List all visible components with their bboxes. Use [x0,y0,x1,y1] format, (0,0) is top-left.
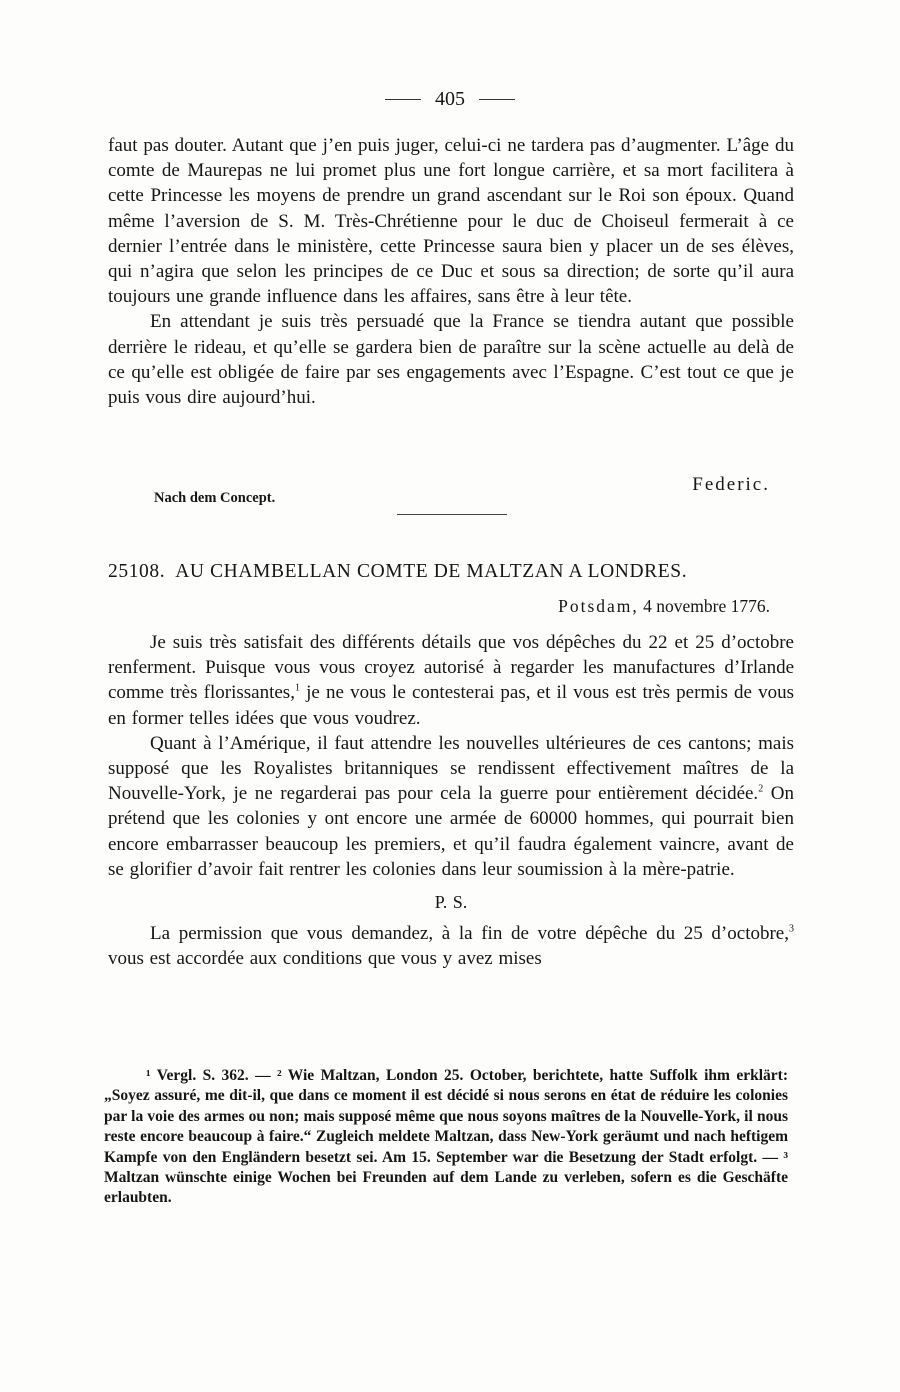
continuation-text [108,133,794,410]
paragraph: En attendant je suis très persuadé que la France se tiendra autant que possible derrière le rideau, et qu’elle se gardera bien de paraître sur la scène actuelle au delà de ce qu’elle est obligée de faire par ses engagements avec l’Espagne. C’est tout ce que je puis vous dire aujourd’hui. [108,311,794,409]
footnote-marker: 2 [758,783,764,795]
header-dash-left [385,99,421,100]
paragraph-text: je ne vous le contesterai pas, et il vous est très permis de vous en former telles idées que vous voudrez. [108,682,794,729]
source-note: Nach dem Concept. [154,490,276,506]
paragraph [108,630,794,731]
letter-heading [108,561,798,583]
postscript-label: P. S. [434,892,468,913]
paragraph-text: On prétend que les colonies y ont encore une armée de 60000 hommes, qui pourrait bien encore embarrasser beaucoup les premiers, et qu’il faudra également vaincre, avant de se glorifier d’avoir fait rentrer les colonies dans leur soumission à la mère-patrie. [108,783,794,880]
paragraph [108,731,794,882]
postscript-paragraph [108,921,794,971]
closing [108,470,794,510]
dateline [558,596,770,617]
dateline-date: 4 novembre 1776. [643,596,770,616]
paragraph-text: vous est accordée aux conditions que vous y avez mises [108,948,542,970]
paragraph-text: Je suis très satisfait des différents détails que vos dépêches du 22 et 25 d’octobre renferment. Puisque vous vous croyez autorisé à regarder les manufactures d’Irlande comme très florissantes, [108,632,794,704]
header-dash-right [479,99,515,100]
paragraph-text: La permission que vous demandez, à la fin de votre dépêche du 25 d’octobre, [150,923,789,945]
letter-body [108,630,794,972]
footnote-text: ¹ Vergl. S. 362. — ² Wie Maltzan, London 25. October, berichtete, hatte Suffolk ihm erklärt: „Soyez assuré, me dit-il, que dans ce moment il est décidé si nous serons en état de réduire les colonies par la voie des armes ou non; mais supposé même que nous soyons maîtres de la Nouvelle-York, il nous reste encore beaucoup à faire.“ Zugleich meldete Maltzan, dass New-York geräumt und nach heftigem Kampfe von den Engländern besetzt sei. Am 15. September war die Besetzung der Stadt erfolgt. — ³ Maltzan wünschte einige Wochen bei Freunden auf dem Lande zu verleben, sofern es die Geschäfte erlaubten. [104,1067,788,1207]
signature: Federic. [692,474,770,495]
dateline-place: Potsdam, [558,596,639,616]
page-header [0,88,900,111]
letter-title: AU CHAMBELLAN COMTE DE MALTZAN A LONDRES. [175,561,688,582]
paragraph: faut pas douter. Autant que j’en puis juger, celui-ci ne tardera pas d’augmenter. L’âge du comte de Maurepas ne lui promet plus une fort longue carrière, et sa mort facilitera à cette Princesse les moyens de prendre un grand ascendant sur le Roi son époux. Quand même l’aversion de S. M. Très-Chrétienne pour le duc de Choiseul fermerait à ce dernier l’entrée dans le ministère, cette Princesse saura bien y placer un de ses élèves, qui n’agira que selon les principes de ce Duc et sous sa direction; de sorte qu’il aura toujours une grande influence dans les affaires, sans être à leur tête. [108,135,794,308]
paragraph-text: Quant à l’Amérique, il faut attendre les nouvelles ultérieures de ces cantons; mais supposé que les Royalistes britanniques se rendissent effectivement maîtres de la Nouvelle-York, je ne regarderai pas pour cela la guerre pour entièrement décidée. [108,732,794,805]
letter-number: 25108. [108,561,166,582]
footnote-marker: 1 [294,683,300,695]
page-number: 405 [435,88,465,110]
footnotes [104,1066,788,1209]
section-divider [397,514,507,515]
footnote-marker: 3 [789,923,794,935]
